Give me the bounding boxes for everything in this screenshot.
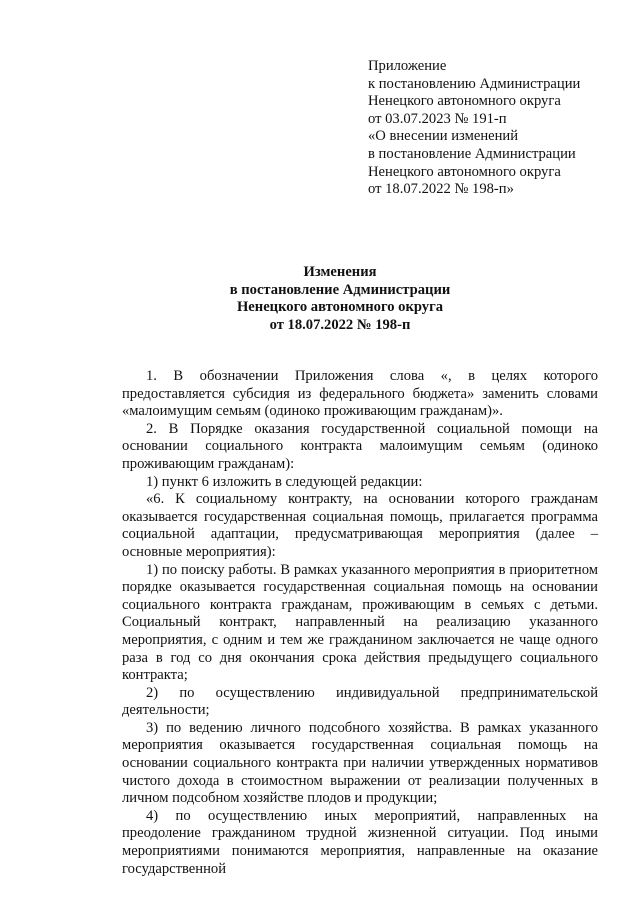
paragraph-2: 2. В Порядке оказания государственной социальной помощи на основании социального контракта малоимущим семьям (одиноко проживающим гражданам): (122, 420, 598, 472)
appendix-line: к постановлению Администрации (368, 75, 581, 92)
paragraph-1: 1. В обозначении Приложения слова «, в целях которого предоставляется субсидия из федерального бюджета» заменить словами «малоимущим семьям (одиноко проживающим гражданам)». (122, 368, 598, 420)
title-line: в постановление Администрации (229, 281, 451, 298)
paragraph-sub-1: 1) по поиску работы. В рамках указанного мероприятия в приоритетном порядке оказывается государственная социальная помощь на основании социального контракта гражданам, проживающим в семьях с детьми. Социальный контракт, направленный на реализацию указанного мероприятия, с одним и тем же гражданином заключается не чаще одного раза в год со дня окончания срока действия предыдущего социального контракта; (122, 561, 598, 684)
appendix-line: Приложение (368, 58, 447, 74)
title-line: Изменения (303, 264, 377, 280)
paragraph-sub-4: 4) по осуществлению иных мероприятий, направленных на преодоление гражданином трудной жизненной ситуации. Под иными мероприятиями понимаются мероприятия, направленные на оказание государственной (122, 807, 598, 877)
document-body (122, 368, 598, 878)
appendix-line: «О внесении изменений (368, 128, 519, 145)
paragraph-sub-3: 3) по ведению личного подсобного хозяйства. В рамках указанного мероприятия оказывается государственная социальная помощь на основании социального контракта при наличии утвержденных нормативов чистого дохода в стоимостном выражении от реализации полученных в личном подсобном хозяйстве плодов и продукции; (122, 719, 598, 807)
paragraph-item-1: 1) пункт 6 изложить в следующей редакции: (146, 473, 423, 490)
appendix-line: Ненецкого автономного округа (368, 163, 561, 180)
document-title (0, 264, 640, 334)
appendix-line: от 03.07.2023 № 191-п (368, 110, 507, 127)
paragraph-point-6: «6. К социальному контракту, на основании которого гражданам оказывается государственная социальная помощь, прилагается программа социальной адаптации, предусматривающая мероприятия (далее – основные мероприятия): (122, 491, 598, 560)
appendix-line: Ненецкого автономного округа (368, 93, 561, 110)
title-line: от 18.07.2022 № 198-п (269, 316, 411, 333)
title-line: Ненецкого автономного округа (236, 299, 444, 316)
appendix-block (368, 58, 618, 199)
appendix-line: в постановление Администрации (368, 145, 576, 162)
appendix-line: от 18.07.2022 № 198-п» (368, 181, 514, 198)
paragraph-sub-2: 2) по осуществлению индивидуальной предпринимательской деятельности; (122, 684, 598, 719)
